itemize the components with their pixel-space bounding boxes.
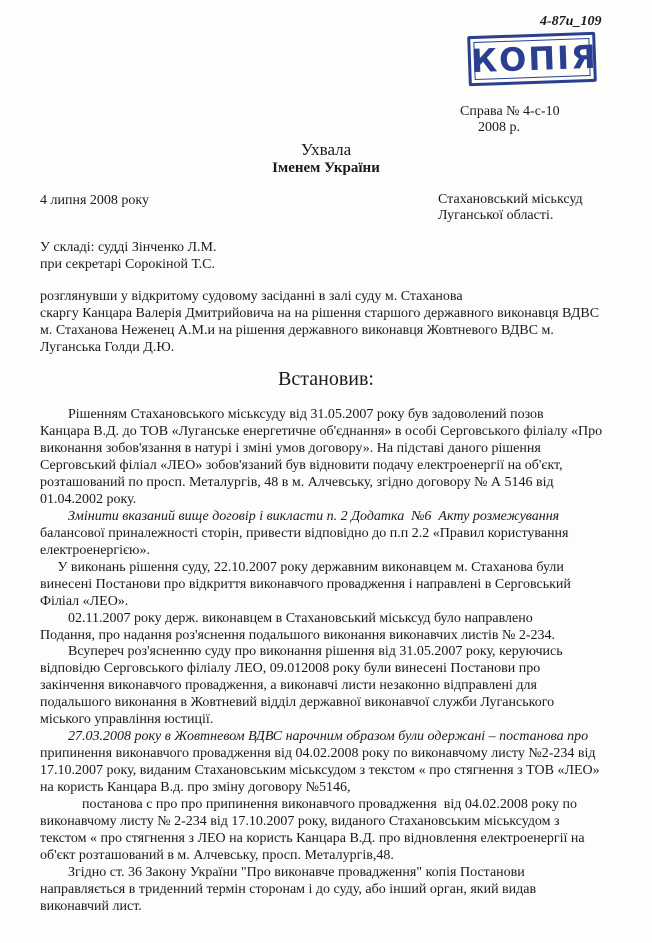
paragraph-line: постанова с про про припинення виконавчого провадження від 04.02.2008 року по xyxy=(40,797,577,812)
paragraph-7 xyxy=(40,796,620,864)
paragraph-3 xyxy=(40,559,620,610)
paragraph-line: балансової приналежності сторін, привести відповідно до п.п 2.2 «Правил користування xyxy=(40,526,569,541)
paragraph-line: 17.10.2007 року, виданим Стахановським міськсудом з текстом « про стягнення з ТОВ «ЛЕО» xyxy=(40,763,600,778)
paragraph-line: направляється в триденний термін сторонам і до суду, або інший орган, який видав xyxy=(40,882,537,897)
paragraph-line: 27.03.2008 року в Жовтневом ВДВС нарочним образом були одержані – постанова про xyxy=(40,729,589,744)
paragraph-line: виконавчий лист. xyxy=(40,899,142,914)
document-number: 4-87и_109 xyxy=(540,14,602,29)
paragraph-line: Подання, про надання роз'яснення подальшого виконання виконавчих листів № 2-234. xyxy=(40,628,556,643)
composition-judge: У складі: судді Зінченко Л.М. xyxy=(40,240,217,255)
paragraph-line: розташований по просп. Металургів, 48 в м. Алчевську, згідно договору № А 5146 від xyxy=(40,475,554,490)
paragraph-6 xyxy=(40,728,620,796)
paragraph-line: Згідно ст. 36 Закону України "Про виконавче провадження" копія Постанови xyxy=(40,865,525,880)
stamp-text: КОПІЯ xyxy=(470,37,599,81)
paragraph-line: 02.11.2007 року держ. виконавцем в Стахановський міськсуд було направлено xyxy=(40,611,533,626)
paragraph-line: об'єкт розташований в м. Алчевську, просп. Металургів,48. xyxy=(40,848,394,863)
document-subtitle: Іменем України xyxy=(272,160,380,176)
paragraph-line: виконання зобов'язання в натурі і зміні умов договору». На підставі даного рішення xyxy=(40,441,541,456)
paragraph-line: відповідю Серговського філіалу ЛЕО, 09.012008 року були винесені Постанови про xyxy=(40,661,541,676)
paragraph-line: Всупереч роз'ясненню суду про виконання рішення від 31.05.2007 року, керуючись xyxy=(40,644,563,659)
paragraph-line: на користь Канцара В.д. про зміну договору №5146, xyxy=(40,780,351,795)
case-number: Справа № 4-с-10 xyxy=(460,104,560,119)
paragraph-line: міського управління юстиції. xyxy=(40,712,214,727)
composition-secretary: при секретарі Сорокіной Т.С. xyxy=(40,257,215,272)
paragraph-line: 01.04.2002 року. xyxy=(40,492,137,507)
paragraph-2 xyxy=(40,508,620,559)
paragraph-line: Рішенням Стахановського міськсуду від 31.05.2007 року був задоволений позов xyxy=(40,407,544,422)
court-region: Луганської області. xyxy=(438,208,554,223)
paragraph-line: закінчення виконавчого провадження, а виконавчі листи незаконно відправлені для xyxy=(40,678,537,693)
paragraph-5 xyxy=(40,643,620,728)
paragraph-line: У виконань рішення суду, 22.10.2007 року державним виконавцем м. Стаханова були xyxy=(40,560,564,575)
case-year: 2008 р. xyxy=(478,120,520,135)
paragraph-line: подальшого виконання в Жовтневий відділ державної виконавчої служби Луганського xyxy=(40,695,555,710)
intro-line: розглянувши у відкритому судовому засіданні в залі суду м. Стаханова xyxy=(40,289,463,304)
paragraph-4 xyxy=(40,610,620,644)
paragraph-line: винесені Постанови про відкриття виконавчого провадження і направлені в Серговський xyxy=(40,577,571,592)
intro-line: м. Стаханова Неженец А.М.и на рішення державного виконавця Жовтневого ВДВС м. xyxy=(40,323,554,338)
paragraph-line: Канцара В.Д. до ТОВ «Луганське енергетичне об'єднання» в особі Серговського філіалу «Про xyxy=(40,424,603,439)
document-date: 4 липня 2008 року xyxy=(40,193,150,208)
paragraph-8 xyxy=(40,864,620,915)
paragraph-line: виконавчому листу № 2-234 від 17.10.2007 року, виданого Стахановським міськсудом з xyxy=(40,814,560,829)
paragraph-line: текстом « про стягнення з ЛЕО на користь Канцара В.Д. про відновлення електроенергії на xyxy=(40,831,585,846)
intro-line: Луганська Голди Д.Ю. xyxy=(40,340,175,355)
paragraph-line: електроенергією». xyxy=(40,543,151,558)
document-title: Ухвала xyxy=(300,140,352,159)
court-name: Стахановський міськсуд xyxy=(438,192,583,207)
paragraph-line: Філіал «ЛЕО». xyxy=(40,594,129,609)
intro-paragraph xyxy=(40,288,620,356)
paragraph-line: Серговський філіал «ЛЕО» зобов'язаний був відновити подачу електроенергії на об'єкт, xyxy=(40,458,563,473)
intro-line: скаргу Канцара Валерія Дмитрийовича на на рішення старшого державного виконавця ВДВС xyxy=(40,306,600,321)
paragraph-line: Змінити вказаний вище договір і викласти п. 2 Додатка №6 Акту розмежування xyxy=(40,509,560,524)
stamp-inner-border xyxy=(473,38,590,80)
section-heading: Встановив: xyxy=(278,368,374,390)
copy-stamp xyxy=(467,32,597,86)
paragraph-line: припинення виконавчого провадження від 04.02.2008 року по виконавчому листу №2-234 від xyxy=(40,746,596,761)
paragraph-1 xyxy=(40,406,620,508)
